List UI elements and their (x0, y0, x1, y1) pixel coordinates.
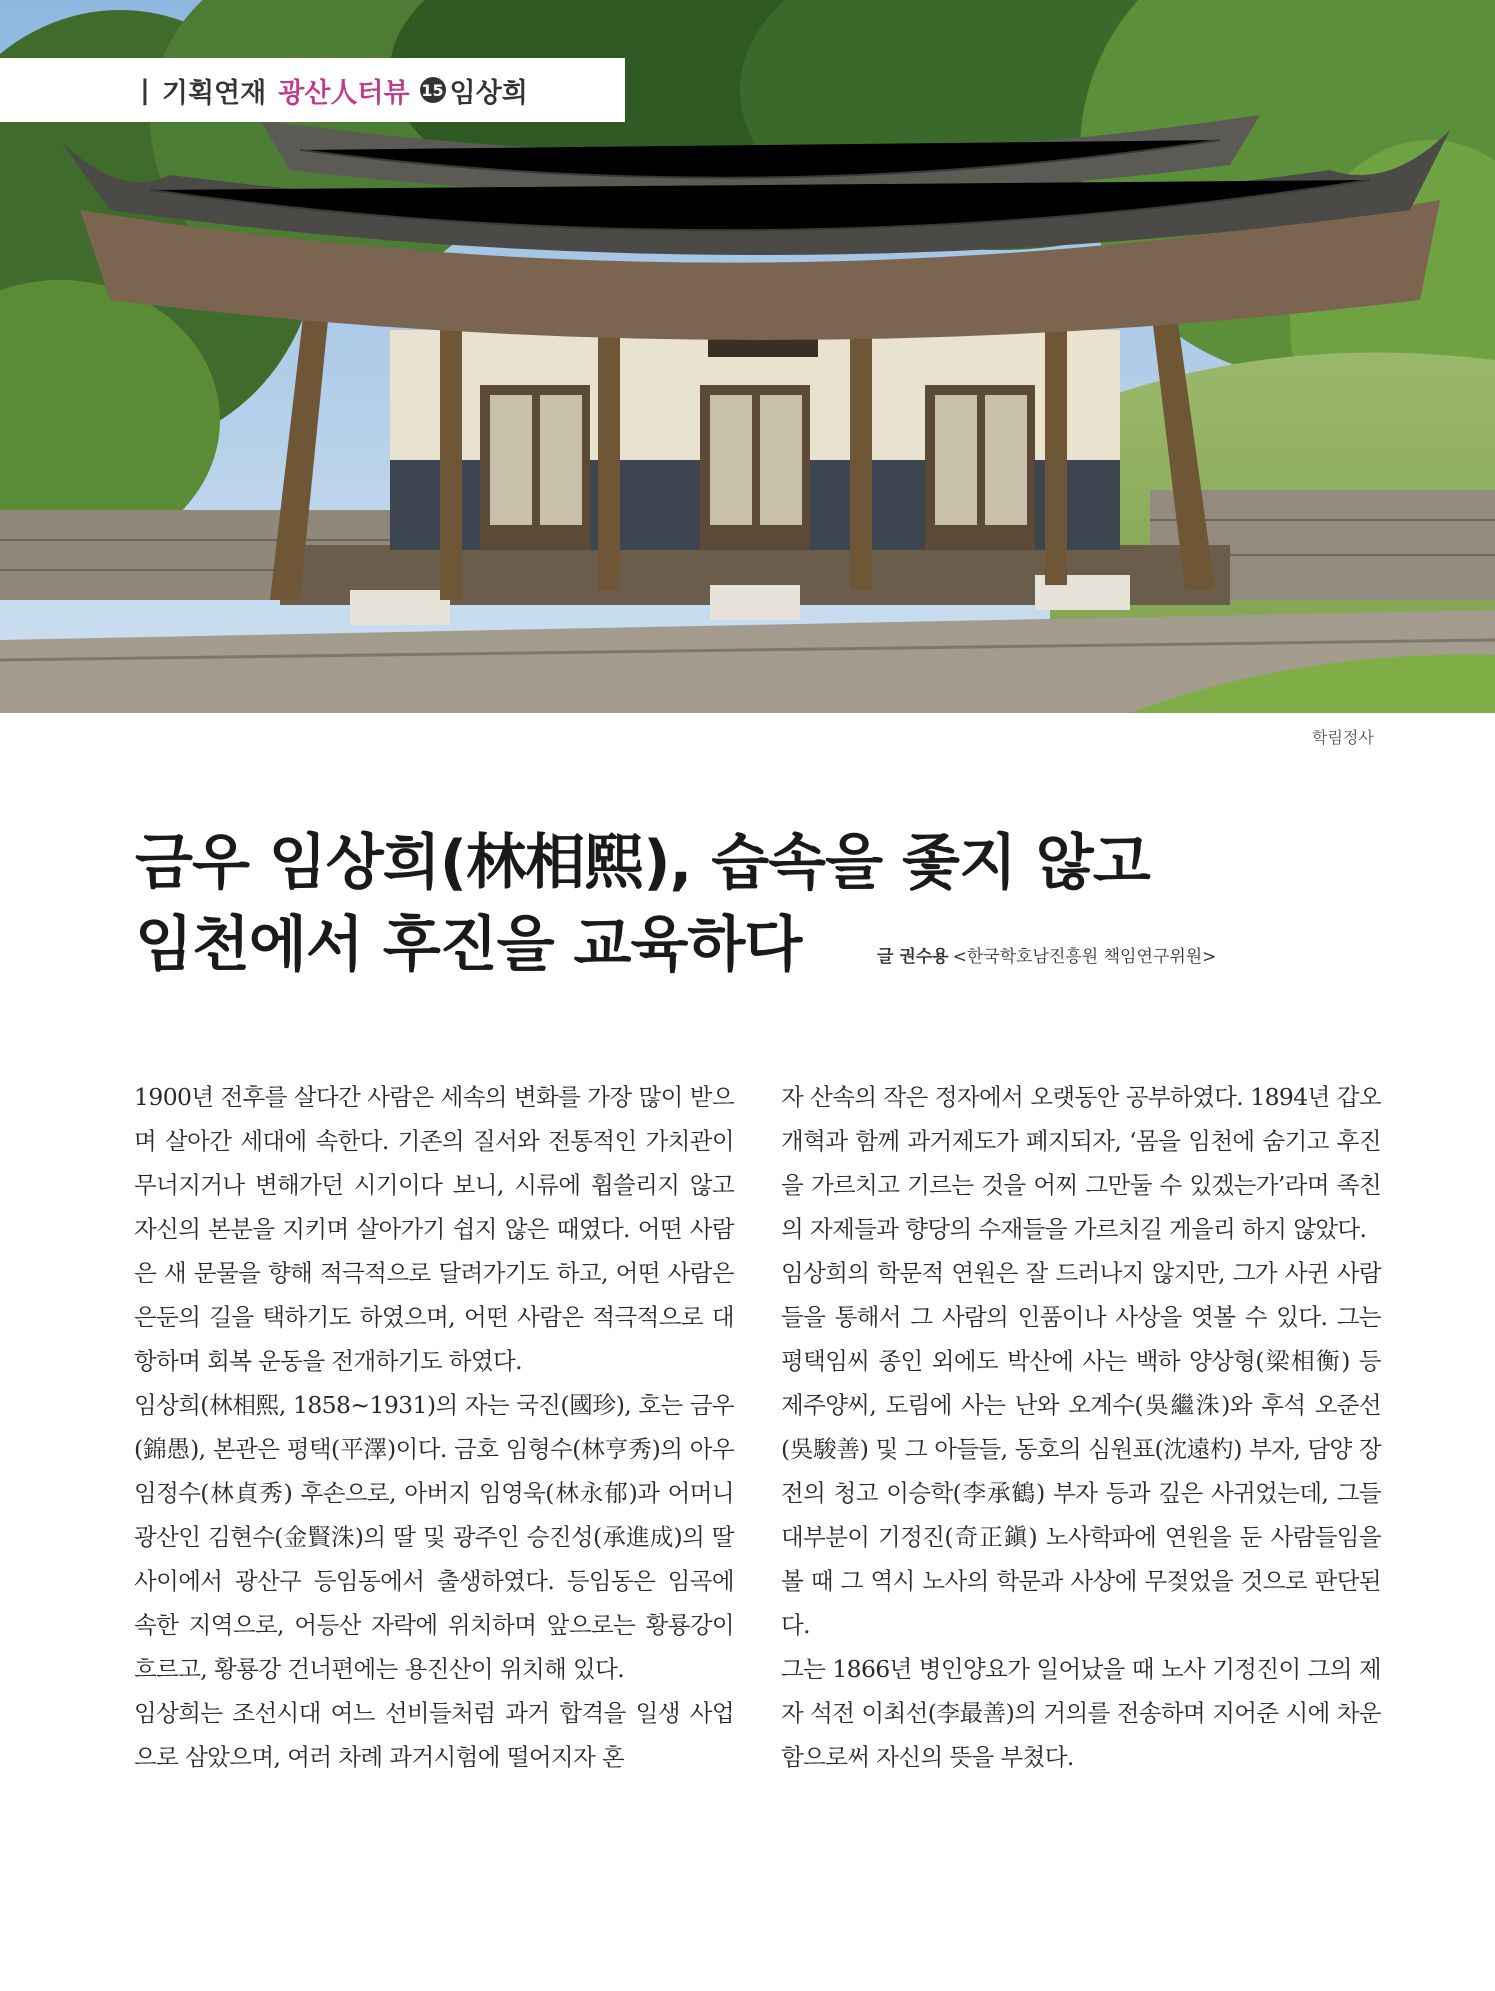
headline-line-2: 임천에서 후진을 교육하다 (135, 910, 802, 980)
series-bar: | (140, 74, 150, 106)
series-number-badge: 15 (420, 77, 446, 103)
body-paragraph: 그는 1866년 병인양요가 일어났을 때 노사 기정진이 그의 제자 석전 이최선(李最善)의 거의를 전송하며 지어준 시에 차운함으로써 자신의 뜻을 부쳤다. (781, 1655, 1381, 1771)
photo-credit: 학림정사 (1312, 728, 1374, 747)
body-column-right (781, 1075, 1381, 1779)
body-paragraph: 임상희는 조선시대 여느 선비들처럼 과거 합격을 일생 사업으로 삼았으며, 여러 차례 과거시험에 떨어지자 혼 (134, 1699, 734, 1771)
body-paragraph: 임상희의 학문적 연원은 잘 드러나지 않지만, 그가 사귄 사람들을 통해서 그 사람의 인품이나 사상을 엿볼 수 있다. 그는 평택임씨 종인 외에도 박산에 사는 백하 양상형(梁相衡) 등 제주양씨, 도림에 사는 난와 오계수(吳繼洙)와 후석 오준선(吳駿善) 및 그 아들들, 동호의 심원표(沈遠杓) 부자, 담양 장전의 청고 이승학(李承鶴) 부자 등과 깊은 사귀었는데, 그들 대부분이 기정진(奇正鎭) 노사학파에 연원을 둔 사람들임을 볼 때 그 역시 노사의 학문과 사상에 무젖었을 것으로 판단된다. (781, 1259, 1381, 1639)
series-person: 임상희 (449, 77, 528, 109)
body-column-left (134, 1075, 734, 1779)
headline-line-1: 금우 임상희(林相熙), 습속을 좇지 않고 (135, 828, 1150, 898)
series-tag (0, 58, 625, 122)
byline-author: 글 권수용 (877, 947, 949, 967)
series-highlight: 광산人터뷰 (278, 77, 410, 109)
body-paragraph: 1900년 전후를 살다간 사람은 세속의 변화를 가장 많이 받으며 살아간 세대에 속한다. 기존의 질서와 전통적인 가치관이 무너지거나 변해가던 시기이다 보니, 시류에 휩쓸리지 않고 자신의 본분을 지키며 살아가기 쉽지 않은 때였다. 어떤 사람은 새 문물을 향해 적극적으로 달려가기도 하고, 어떤 사람은 은둔의 길을 택하기도 하였으며, 어떤 사람은 적극적으로 대항하며 회복 운동을 전개하기도 하였다. (134, 1083, 734, 1375)
byline-affiliation: <한국학호남진흥원 책임연구위원> (952, 947, 1217, 967)
body-paragraph: 임상희(林相熙, 1858~1931)의 자는 국진(國珍), 호는 금우(錦愚), 본관은 평택(平澤)이다. 금호 임형수(林亨秀)의 아우 임정수(林貞秀) 후손으로, 아버지 임영욱(林永郁)과 어머니 광산인 김현수(金賢洙)의 딸 및 광주인 승진성(承進成)의 딸 사이에서 광산구 등임동에서 출생하였다. 등임동은 임곡에 속한 지역으로, 어등산 자락에 위치하며 앞으로는 황룡강이 흐르고, 황룡강 건너편에는 용진산이 위치해 있다. (134, 1391, 734, 1683)
byline (877, 942, 1216, 967)
series-label: 기획연재 (161, 77, 267, 109)
body-paragraph: 자 산속의 작은 정자에서 오랫동안 공부하였다. 1894년 갑오개혁과 함께 과거제도가 폐지되자, ‘몸을 임천에 숨기고 후진을 가르치고 기르는 것을 어찌 그만둘 수 있겠는가’라며 족친의 자제들과 향당의 수재들을 가르치길 게을리 하지 않았다. (781, 1083, 1381, 1243)
